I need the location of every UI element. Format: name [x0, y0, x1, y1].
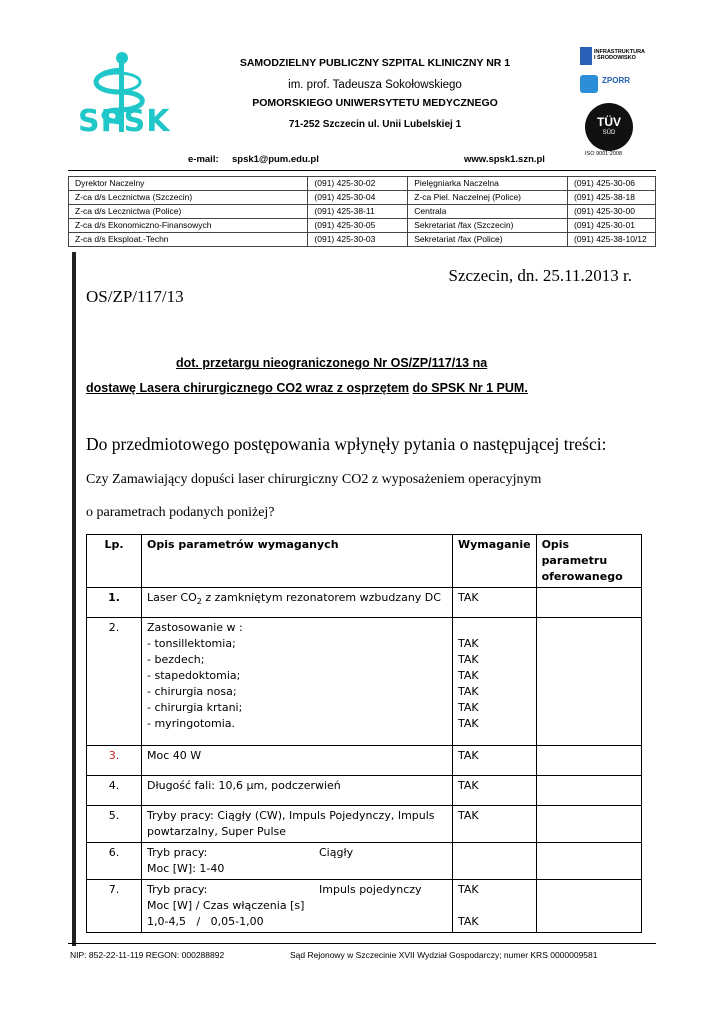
- left-margin-bar: [72, 252, 76, 946]
- row-oferta-cell[interactable]: [536, 618, 641, 746]
- flag-icon: [580, 47, 592, 65]
- directory-role: Z-ca d/s Ekonomiczno-Finansowych: [69, 219, 308, 233]
- question-line-1: Czy Zamawiający dopuści laser chirurgiczny CO2 z wyposażeniem operacyjnym: [86, 472, 542, 487]
- row-wymaganie-gap: [458, 620, 531, 636]
- row-opis-line: Zastosowanie w :: [147, 621, 243, 634]
- table-row: [87, 776, 642, 806]
- subject-line-2: [86, 381, 528, 395]
- row-oferta-cell[interactable]: [536, 806, 641, 843]
- footer-nip-regon: NIP: 852-22-11-119 REGON: 000288892: [70, 950, 225, 960]
- row-opis: Moc 40 W: [142, 746, 453, 776]
- directory-row: [69, 219, 656, 233]
- directory-role: Z-ca d/s Lecznictwa (Szczecin): [69, 191, 308, 205]
- directory-role: Sekretariat /fax (Szczecin): [408, 219, 568, 233]
- row-wymaganie-line: TAK: [458, 717, 479, 730]
- header-oferta-3: oferowanego: [541, 570, 623, 583]
- badge-zporr-text: ZPORR: [602, 76, 630, 85]
- row-opis-b: z zamkniętym rezonatorem wzbudzany DC: [201, 591, 441, 604]
- directory-phone: (091) 425-30-05: [308, 219, 408, 233]
- logo-text: SPSK: [78, 104, 171, 139]
- table-row: [87, 746, 642, 776]
- header-oferta-2: parametru: [541, 554, 608, 567]
- directory-phone: (091) 425-38-10/12: [567, 233, 655, 247]
- row-opis: Długość fali: 10,6 µm, podczerwień: [142, 776, 453, 806]
- directory-phone: (091) 425-30-06: [567, 177, 655, 191]
- row-wymaganie: [453, 618, 537, 746]
- row-opis: [142, 588, 453, 618]
- email-link[interactable]: spsk1@pum.edu.pl: [232, 154, 319, 165]
- header-oferta: [536, 535, 641, 588]
- row-opis-line: Moc [W]: 1-40: [147, 862, 225, 875]
- row-wymaganie-line: TAK: [458, 701, 479, 714]
- table-header-row: [87, 535, 642, 588]
- row-lp: 2.: [87, 618, 142, 746]
- header-lp: Lp.: [87, 535, 142, 588]
- hospital-name: SAMODZIELNY PUBLICZNY SZPITAL KLINICZNY NR 1: [239, 57, 511, 69]
- row-opis: [142, 843, 453, 880]
- row-wymaganie: [453, 880, 537, 933]
- directory-row: [69, 205, 656, 219]
- row-lp: 5.: [87, 806, 142, 843]
- subject-line-2a: dostawę Lasera chirurgicznego CO2 wraz z osprzętem: [86, 381, 410, 395]
- row-opis-line: Moc [W] / Czas włączenia [s]: [147, 899, 305, 912]
- row-opis: [142, 618, 453, 746]
- directory-phone: (091) 425-38-18: [567, 191, 655, 205]
- directory-row: [69, 177, 656, 191]
- directory-phone: (091) 425-30-01: [567, 219, 655, 233]
- university-name: POMORSKIEGO UNIWERSYTETU MEDYCZNEGO: [252, 97, 498, 109]
- table-row: [87, 806, 642, 843]
- row-wymaganie-line: TAK: [458, 653, 479, 666]
- row-opis-mode-label: Tryb pracy:: [147, 846, 208, 859]
- directory-phone: (091) 425-30-00: [567, 205, 655, 219]
- directory-role: Z-ca d/s Lecznictwa (Police): [69, 205, 308, 219]
- directory-phone: (091) 425-30-03: [308, 233, 408, 247]
- hospital-logo: [78, 48, 174, 144]
- row-opis-line: - chirurgia krtani;: [147, 701, 243, 714]
- badge-infrastructure-text: INFRASTRUKTURA I ŚRODOWISKO: [594, 49, 645, 61]
- tuv-sub-text: SÜD: [602, 130, 616, 136]
- question-line-2: o parametrach podanych poniżej?: [86, 505, 275, 520]
- row-wymaganie: TAK: [453, 776, 537, 806]
- tuv-text: TÜV: [597, 115, 621, 129]
- row-opis: [142, 806, 453, 843]
- header-divider: [68, 170, 656, 171]
- row-opis-line: Tryby pracy: Ciągły (CW), Impuls Pojedynczy, Impuls: [147, 809, 435, 822]
- badge-infrastructure: [580, 46, 650, 68]
- row-lp: 4.: [87, 776, 142, 806]
- row-wymaganie-line: TAK: [458, 685, 479, 698]
- directory-row: [69, 191, 656, 205]
- subject-line-1: dot. przetargu nieograniczonego Nr OS/ZP/117/13 na: [176, 356, 488, 370]
- directory-role: Sekretariat /fax (Police): [408, 233, 568, 247]
- row-opis-line: 1,0-4,5 / 0,05-1,00: [147, 915, 264, 928]
- row-opis-line: - chirurgia nosa;: [147, 685, 237, 698]
- row-opis-mode-label: Tryb pracy:: [147, 883, 208, 896]
- header-oferta-1: Opis: [541, 538, 570, 551]
- row-lp: 1.: [87, 588, 142, 618]
- row-opis-a: Laser CO: [147, 591, 197, 604]
- website-link[interactable]: www.spsk1.szn.pl: [464, 154, 545, 165]
- letter-date: Szczecin, dn. 25.11.2013 r.: [448, 266, 632, 285]
- intro-text: Do przedmiotowego postępowania wpłynęły pytania o następującej treści:: [86, 434, 607, 454]
- subject-line-2b: do SPSK Nr 1 PUM.: [412, 381, 528, 395]
- row-oferta-cell[interactable]: [536, 880, 641, 933]
- directory-role: Z-ca Piel. Naczelnej (Police): [408, 191, 568, 205]
- row-wymaganie: TAK: [453, 746, 537, 776]
- row-opis-line: - myringotomia.: [147, 717, 236, 730]
- hospital-patron: im. prof. Tadeusza Sokołowskiego: [288, 79, 462, 91]
- row-wymaganie: [453, 843, 537, 880]
- directory-role: Dyrektor Naczelny: [69, 177, 308, 191]
- footer-divider: [68, 943, 656, 944]
- row-wymaganie-gap: [458, 898, 531, 914]
- row-opis-line: - tonsillektomia;: [147, 637, 236, 650]
- zporr-icon: [580, 75, 598, 93]
- row-opis: [142, 880, 453, 933]
- directory-row: [69, 233, 656, 247]
- row-oferta-cell[interactable]: [536, 588, 641, 618]
- row-opis-mode-value: Impuls pojedynczy: [319, 883, 422, 896]
- footer-court-krs: Sąd Rejonowy w Szczecinie XVII Wydział Gospodarczy; numer KRS 0000009581: [290, 950, 598, 960]
- row-oferta-cell[interactable]: [536, 843, 641, 880]
- email-label: e-mail:: [188, 154, 219, 165]
- hospital-address: 71-252 Szczecin ul. Unii Lubelskiej 1: [288, 119, 462, 130]
- directory-role: Z-ca d/s Eksploat.-Techn: [69, 233, 308, 247]
- row-wymaganie-line: TAK: [458, 883, 479, 896]
- badge-zporr: [580, 74, 650, 96]
- iso-label: ISO 9001:2008: [585, 151, 623, 157]
- directory-role: Pielęgniarka Naczelna: [408, 177, 568, 191]
- row-lp: 3.: [87, 746, 142, 776]
- row-lp: 6.: [87, 843, 142, 880]
- row-opis-line: powtarzalny, Super Pulse: [147, 825, 287, 838]
- row-wymaganie: TAK: [453, 588, 537, 618]
- table-row: [87, 880, 642, 933]
- parameters-table: [86, 534, 642, 933]
- header-wymaganie: Wymaganie: [453, 535, 537, 588]
- row-opis-mode-value: Ciągły: [319, 846, 354, 859]
- row-lp: 7.: [87, 880, 142, 933]
- row-opis-line: - bezdech;: [147, 653, 205, 666]
- row-wymaganie: TAK: [453, 806, 537, 843]
- directory-table: [68, 176, 656, 247]
- row-opis-line: - stapedoktomia;: [147, 669, 241, 682]
- header-opis: Opis parametrów wymaganych: [142, 535, 453, 588]
- row-oferta-cell[interactable]: [536, 746, 641, 776]
- table-row: [87, 588, 642, 618]
- table-row: [87, 618, 642, 746]
- directory-role: Centrala: [408, 205, 568, 219]
- row-opis-sub: 2: [196, 597, 202, 607]
- row-wymaganie-line: TAK: [458, 915, 479, 928]
- reference-number: OS/ZP/117/13: [86, 287, 184, 306]
- row-oferta-cell[interactable]: [536, 776, 641, 806]
- row-wymaganie-line: TAK: [458, 669, 479, 682]
- row-wymaganie-line: TAK: [458, 637, 479, 650]
- directory-phone: (091) 425-38-11: [308, 205, 408, 219]
- tuv-badge: [585, 103, 633, 151]
- directory-phone: (091) 425-30-04: [308, 191, 408, 205]
- table-row: [87, 843, 642, 880]
- directory-phone: (091) 425-30-02: [308, 177, 408, 191]
